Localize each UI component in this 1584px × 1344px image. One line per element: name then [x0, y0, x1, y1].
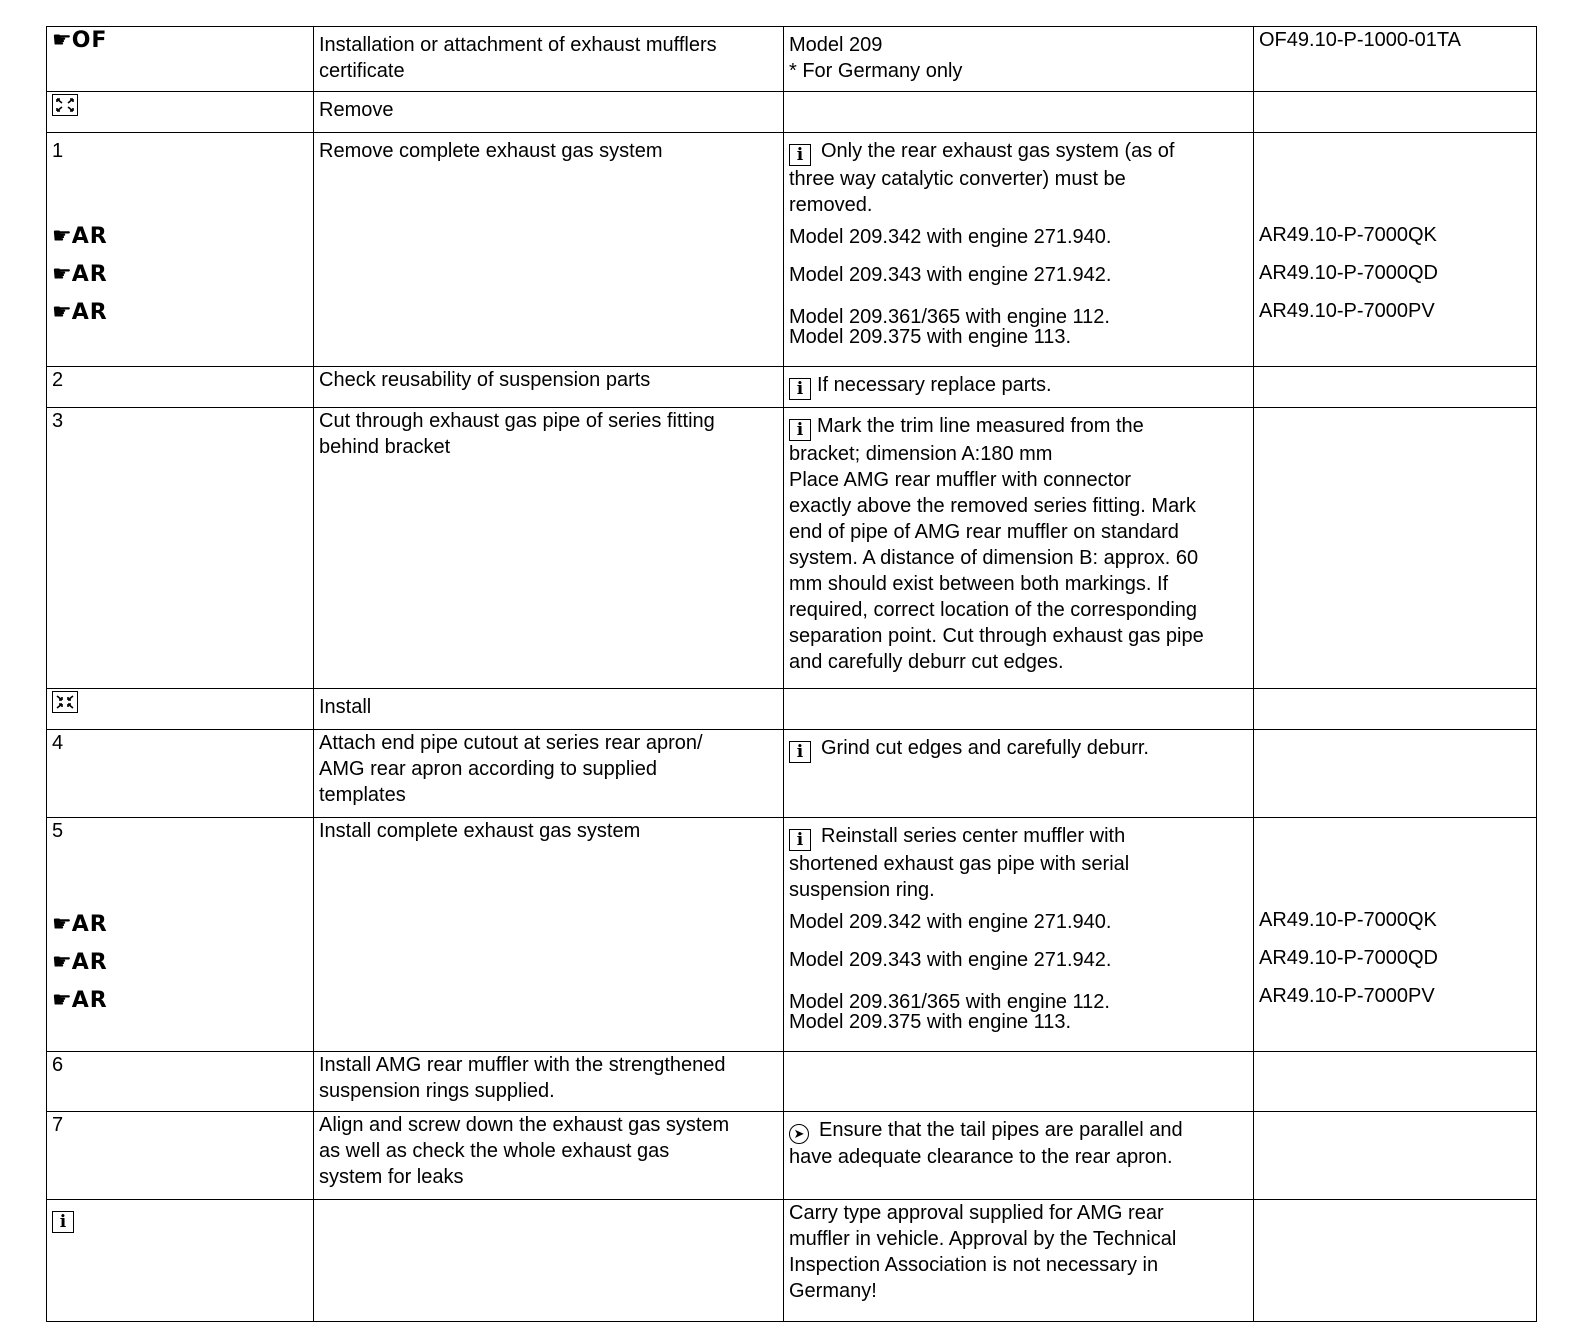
step-number: 5 — [52, 820, 64, 842]
cell-text: AMG rear apron according to supplied — [319, 758, 657, 780]
cell-text: Install complete exhaust gas system — [319, 820, 641, 842]
info-icon: i — [789, 378, 811, 400]
table-row — [47, 1200, 1537, 1322]
table-row — [47, 27, 1537, 92]
step-number: 2 — [52, 369, 64, 391]
table-row — [47, 92, 1537, 133]
table-row: 7 Align and screw down the exhaust gas system as well as check the whole exhaust gas system for leaks ➤ Ensure that the tail pipes are parallel and have adequate clearance to the rear apron. — [47, 1112, 1537, 1200]
cell-text: Installation or attachment of exhaust mufflers — [319, 34, 717, 56]
model-text: Model 209.342 with engine 271.940. — [789, 911, 1112, 933]
document-reference: AR49.10-P-7000QD — [1259, 947, 1438, 969]
warning-icon: ➤ — [789, 1124, 809, 1144]
model-text: Model 209.375 with engine 113. — [789, 326, 1072, 348]
cell-text: Install AMG rear muffler with the strengthened — [319, 1054, 726, 1076]
cell-text: muffler in vehicle. Approval by the Technical — [789, 1228, 1177, 1250]
cell-text: as well as check the whole exhaust gas — [319, 1140, 670, 1162]
step-number: 6 — [52, 1054, 64, 1076]
table-row: 3 Cut through exhaust gas pipe of series fitting behind bracket i Mark the trim line measured from the bracket; dimension A:180 mm Place AMG rear muffler with connector exactly above the removed series fitting. Mark end of pipe of AMG rear muffler on standard system. A distance of dimension B: approx. 60 mm should exist between both markings. If required, correct location of the corresponding separation point. Cut through exhaust gas pipe and carefully deburr cut edges. — [47, 408, 1537, 689]
pointing-hand-icon: ☛AR — [52, 912, 108, 937]
cell-text: Inspection Association is not necessary in — [789, 1254, 1159, 1276]
step-number: 4 — [52, 732, 64, 754]
info-icon: i — [789, 741, 811, 763]
step-number: 1 — [52, 140, 64, 162]
model-text: Model 209.361/365 with engine 112. — [789, 991, 1110, 1013]
document-reference: AR49.10-P-7000QK — [1259, 909, 1437, 931]
info-icon: i — [789, 144, 811, 166]
cell-text: Install — [319, 696, 372, 718]
document-reference: AR49.10-P-7000QD — [1259, 262, 1438, 284]
info-icon: i — [789, 829, 811, 851]
model-text: Model 209.375 with engine 113. — [789, 1011, 1072, 1033]
model-text: Model 209.342 with engine 271.940. — [789, 226, 1112, 248]
remove-icon — [52, 94, 78, 116]
model-text: Model 209.361/365 with engine 112. — [789, 306, 1110, 328]
document-reference: AR49.10-P-7000PV — [1259, 985, 1435, 1007]
pointing-hand-icon: ☛AR — [52, 988, 108, 1013]
cell-text: Attach end pipe cutout at series rear apron/ — [319, 732, 703, 754]
procedure-table — [46, 26, 1537, 1322]
pointing-hand-icon: ☛AR — [52, 950, 108, 975]
model-text: Model 209.343 with engine 271.942. — [789, 264, 1112, 286]
pointing-hand-icon: ☛OF — [52, 28, 108, 53]
table-row — [47, 1052, 1537, 1112]
cell-text: system for leaks — [319, 1166, 464, 1188]
cell-text: Align and screw down the exhaust gas system — [319, 1114, 730, 1136]
cell-text: certificate — [319, 60, 405, 82]
install-icon — [52, 691, 78, 713]
cell-text: Remove — [319, 99, 394, 121]
document-reference: AR49.10-P-7000PV — [1259, 300, 1435, 322]
cell-text: Model 209 — [789, 34, 883, 56]
pointing-hand-icon: ☛AR — [52, 224, 108, 249]
step-number: 3 — [52, 410, 64, 432]
document-reference: AR49.10-P-7000QK — [1259, 224, 1437, 246]
table-row: 1 ☛AR ☛AR ☛AR Remove complete exhaust gas system i Only the rear exhaust gas system (as of three way catalytic converter) must be removed. Model 209.342 with engine 271.940. Model 209.343 with engine 271.942. Model 209.361/365 with engine 112. Model 209.375 with engine 113. AR49.10-P-7000QK AR49.10-P-7000QD AR49.10-P-7000PV — [47, 133, 1537, 367]
model-text: Model 209.343 with engine 271.942. — [789, 949, 1112, 971]
document-reference: OF49.10-P-1000-01TA — [1259, 29, 1461, 51]
info-icon: i — [789, 419, 811, 441]
cell-text: suspension rings supplied. — [319, 1080, 555, 1102]
pointing-hand-icon: ☛AR — [52, 300, 108, 325]
cell-text: behind bracket — [319, 436, 451, 458]
cell-text: Cut through exhaust gas pipe of series fitting — [319, 410, 715, 432]
cell-text: templates — [319, 784, 406, 806]
cell-text: Check reusability of suspension parts — [319, 369, 651, 391]
cell-text: Remove complete exhaust gas system — [319, 140, 663, 162]
cell-text: * For Germany only — [789, 60, 963, 82]
table-row: 2 Check reusability of suspension parts i If necessary replace parts. — [47, 367, 1537, 408]
table-row — [47, 689, 1537, 730]
table-row: 5 ☛AR ☛AR ☛AR Install complete exhaust gas system i Reinstall series center muffler with shortened exhaust gas pipe with serial suspension ring. Model 209.342 with engine 271.940. Model 209.343 with engine 271.942. Model 209.361/365 with engine 112. Model 209.375 with engine 113. AR49.10-P-7000QK AR49.10-P-7000QD AR49.10-P-7000PV — [47, 818, 1537, 1052]
cell-text: Germany! — [789, 1280, 877, 1302]
cell-text: Carry type approval supplied for AMG rear — [789, 1202, 1164, 1224]
pointing-hand-icon: ☛AR — [52, 262, 108, 287]
step-number: 7 — [52, 1114, 64, 1136]
table-row: 4 Attach end pipe cutout at series rear apron/ AMG rear apron according to supplied templates i Grind cut edges and carefully deburr. — [47, 730, 1537, 818]
info-icon: i — [52, 1211, 74, 1233]
